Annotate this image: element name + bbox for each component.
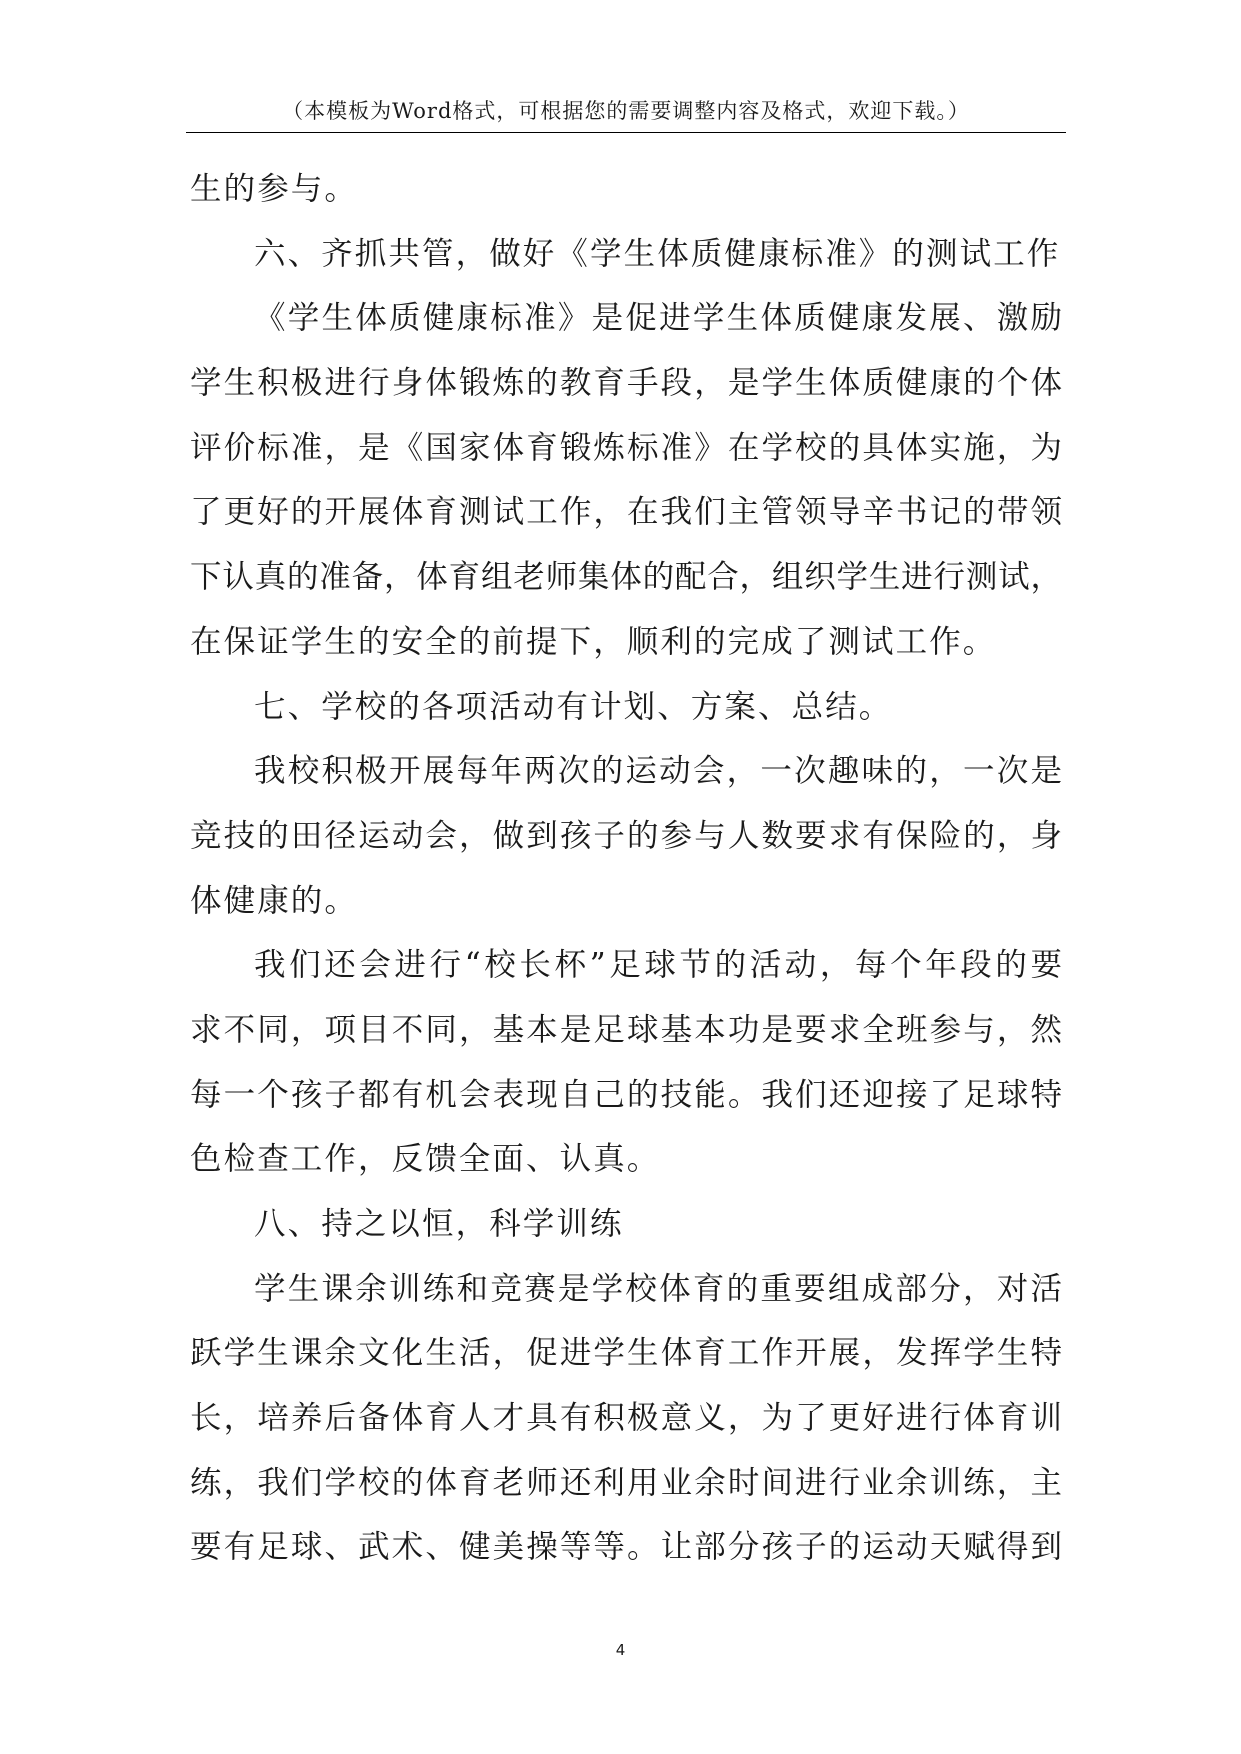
body-line: 每一个孩子都有机会表现自己的技能。我们还迎接了足球特 xyxy=(190,1076,1062,1113)
body-line: 了更好的开展体育测试工作，在我们主管领导辛书记的带领 xyxy=(190,494,1062,531)
page-header: （本模板为Word格式，可根据您的需要调整内容及格式，欢迎下载。） xyxy=(282,99,970,123)
section-heading-8: 八、持之以恒，科学训练 xyxy=(254,1206,624,1242)
body-line: 竞技的田径运动会，做到孩子的参与人数要求有保险的，身 xyxy=(190,817,1062,854)
body-line: 学生积极进行身体锻炼的教育手段，是学生体质健康的个体 xyxy=(190,365,1062,402)
body-line: 长，培养后备体育人才具有积极意义，为了更好进行体育训 xyxy=(190,1400,1062,1437)
body-line: 生的参与。 xyxy=(190,171,359,207)
header-divider xyxy=(186,132,1066,133)
body-line: 求不同，项目不同，基本是足球基本功是要求全班参与，然 xyxy=(190,1011,1062,1048)
body-line: 下认真的准备，体育组老师集体的配合，组织学生进行测试， xyxy=(190,559,1062,596)
body-line: 色检查工作，反馈全面、认真。 xyxy=(190,1141,661,1178)
body-line: 我们还会进行“校长杯”足球节的活动，每个年段的要 xyxy=(254,947,1062,984)
document-body xyxy=(190,157,1062,1580)
body-line: 在保证学生的安全的前提下，顺利的完成了测试工作。 xyxy=(190,623,997,660)
body-line: 体健康的。 xyxy=(190,882,359,919)
body-line: 我校积极开展每年两次的运动会，一次趣味的，一次是 xyxy=(254,753,1062,790)
page-number: 4 xyxy=(615,1641,626,1659)
body-line: 学生课余训练和竞赛是学校体育的重要组成部分，对活 xyxy=(254,1270,1062,1307)
body-line: 跃学生课余文化生活，促进学生体育工作开展，发挥学生特 xyxy=(190,1335,1062,1372)
body-line: 要有足球、武术、健美操等等。让部分孩子的运动天赋得到 xyxy=(190,1529,1062,1566)
body-line: 《学生体质健康标准》是促进学生体质健康发展、激励 xyxy=(254,300,1062,337)
section-heading-7: 七、学校的各项活动有计划、方案、总结。 xyxy=(254,688,893,725)
body-line: 评价标准，是《国家体育锻炼标准》在学校的具体实施，为 xyxy=(190,429,1062,466)
body-line: 练，我们学校的体育老师还利用业余时间进行业余训练，主 xyxy=(190,1464,1062,1501)
section-heading-6: 六、齐抓共管，做好《学生体质健康标准》的测试工作 xyxy=(254,235,1061,272)
